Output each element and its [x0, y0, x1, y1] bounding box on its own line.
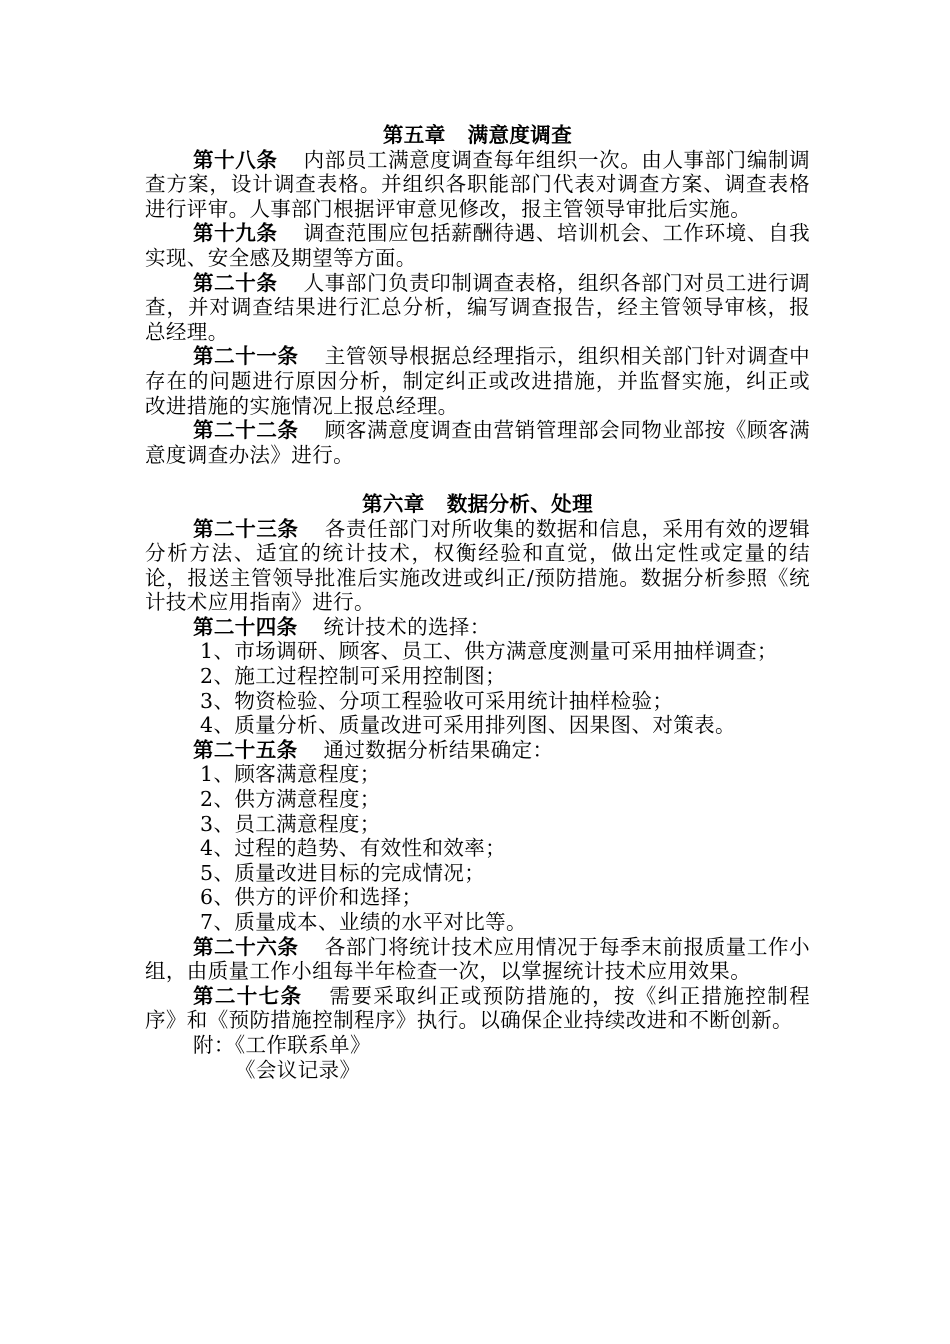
- chapter-5-title: 第五章 满意度调查: [382, 123, 573, 147]
- article-26: 第二十六条 各部门将统计技术应用情况于每季末前报质量工作小组，由质量工作小组每半年检查一次，以掌握统计技术应用效果。: [145, 934, 811, 984]
- article-19: 第十九条 调查范围应包括薪酬待遇、培训机会、工作环境、自我实现、安全感及期望等方面。: [145, 221, 810, 270]
- list-item: 3、物资检验、分项工程验收可采用统计抽样检验；: [200, 688, 674, 713]
- attachment-2: 《会议记录》: [235, 1057, 361, 1082]
- list-item: 7、质量成本、业绩的水平对比等。: [200, 910, 527, 934]
- article-21: 第二十一条 主管领导根据总经理指示，组织相关部门针对调查中存在的问题进行原因分析，制定纠正或改进措施，并监督实施，纠正或改进措施的实施情况上报总经理。: [145, 344, 811, 418]
- article-20: 第二十条 人事部门负责印制调查表格，组织各部门对员工进行调查，并对调查结果进行汇总分析，编写调查报告，经主管领导审核，报总经理。: [145, 270, 810, 344]
- article-24: 第二十四条 统计技术的选择：: [193, 614, 491, 639]
- document-body: [145, 123, 810, 1082]
- list-item: 5、质量改进目标的完成情况；: [200, 860, 486, 885]
- list-item: 4、质量分析、质量改进可采用排列图、因果图、对策表。: [200, 713, 736, 738]
- article-22: 第二十二条 顾客满意度调查由营销管理部会同物业部按《顾客满意度调查办法》进行。: [145, 418, 811, 467]
- list-item: 2、供方满意程度；: [200, 787, 381, 812]
- list-item: 6、供方的评价和选择；: [200, 885, 423, 910]
- attachment-line: 附：《工作联系单》: [193, 1032, 371, 1057]
- article-23: 第二十三条 各责任部门对所收集的数据和信息，采用有效的逻辑分析方法、适宜的统计技术，权衡经验和直觉，做出定性或定量的结论，报送主管领导批准后实施改进或纠正/预防措施。数据分析参照《统计技术应用指南》进行。: [145, 516, 811, 615]
- list-item: 3、员工满意程度；: [200, 811, 381, 836]
- spacer: [145, 467, 810, 492]
- article-18: 第十八条 内部员工满意度调查每年组织一次。由人事部门编制调查方案，设计调查表格。并组织各职能部门代表对调查方案、调查表格进行评审。人事部门根据评审意见修改，报主管领导审批后实施。: [145, 147, 810, 221]
- list-item: 4、过程的趋势、有效性和效率；: [200, 836, 507, 861]
- list-item: 2、施工过程控制可采用控制图；: [200, 664, 507, 689]
- list-item: 1、市场调研、顾客、员工、供方满意度测量可采用抽样调查；: [200, 639, 778, 664]
- article-27: 第二十七条 需要采取纠正或预防措施的，按《纠正措施控制程序》和《预防措施控制程序》执行。以确保企业持续改进和不断创新。: [145, 983, 810, 1033]
- chapter-6-title: 第六章 数据分析、处理: [361, 491, 593, 516]
- list-item: 1、顾客满意程度；: [200, 762, 381, 787]
- attachment-1: 《工作联系单》: [234, 1032, 371, 1057]
- article-25: 第二十五条 通过数据分析结果确定：: [193, 737, 554, 762]
